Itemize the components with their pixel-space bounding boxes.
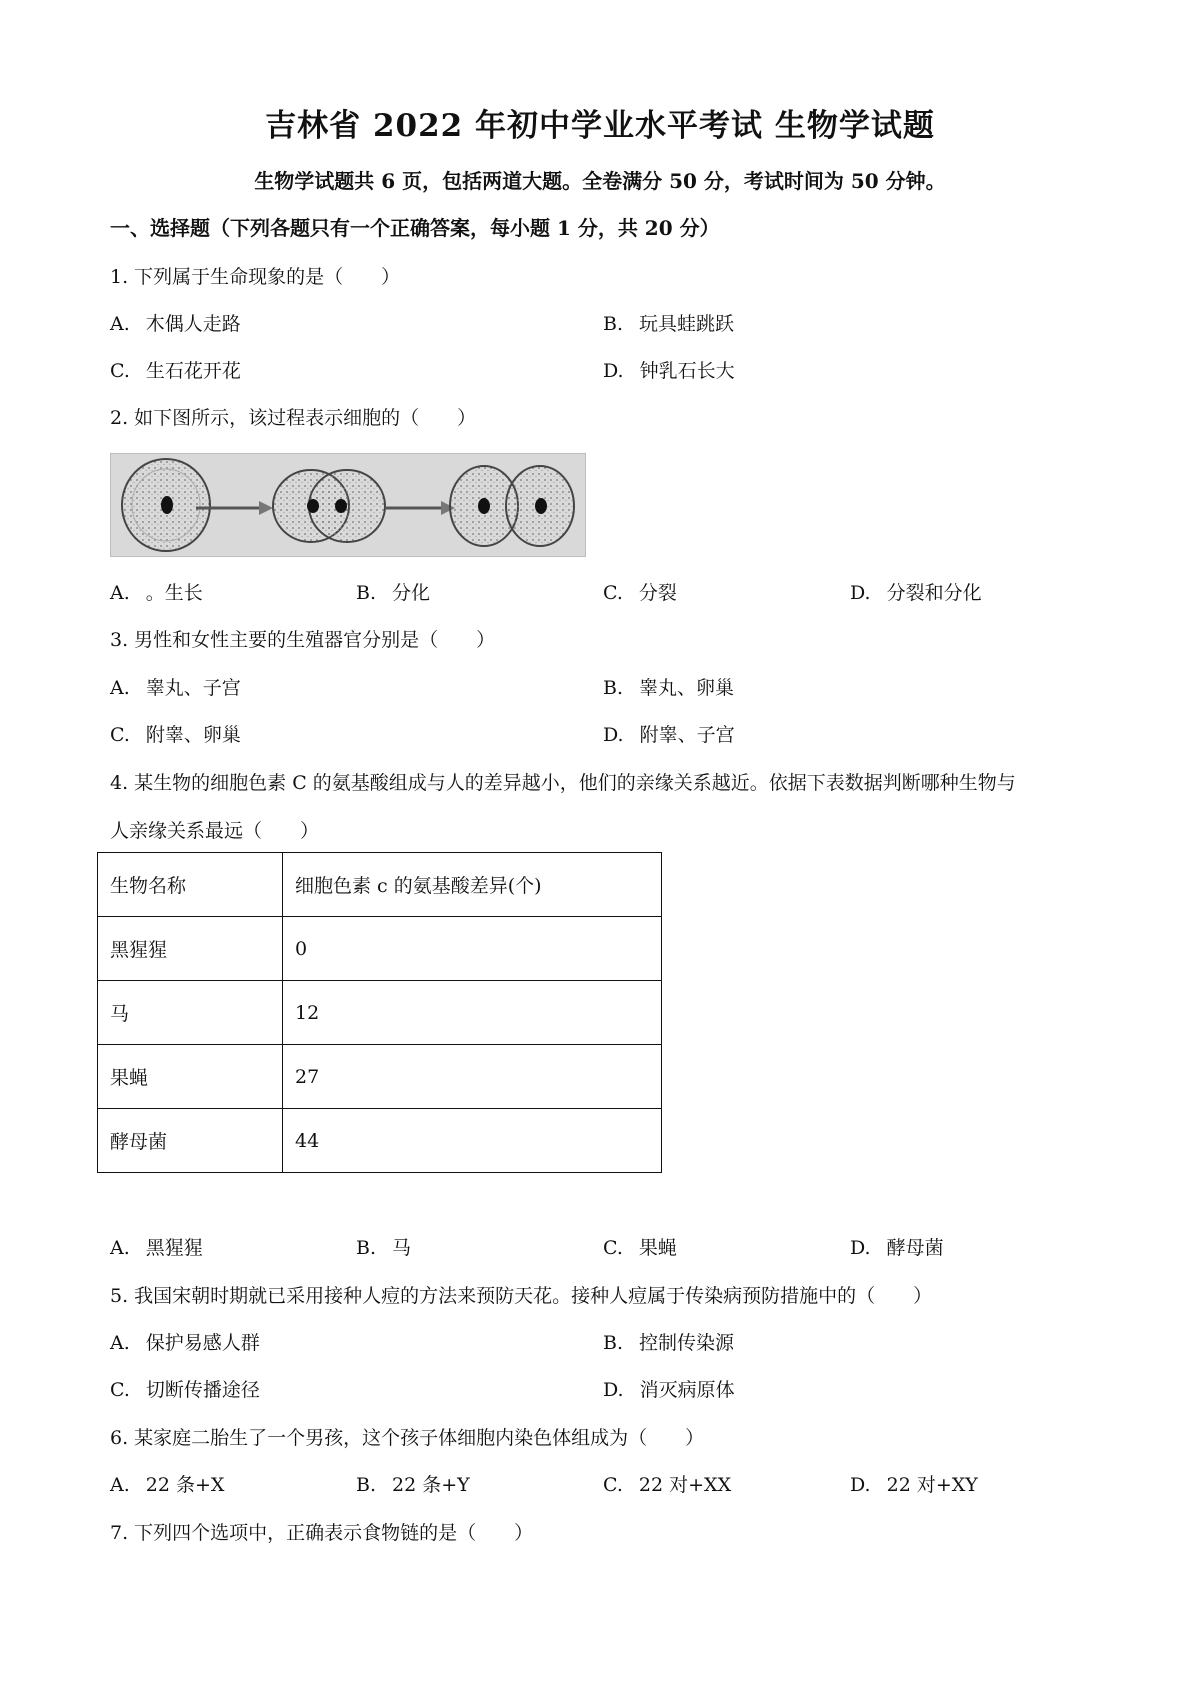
question-stem: 4. 某生物的细胞色素 C 的氨基酸组成与人的差异越小，他们的亲缘关系越近。依据下表数据判断哪种生物与 xyxy=(110,772,1016,794)
table-cell: 黑猩猩 xyxy=(98,917,283,981)
option-c xyxy=(110,356,241,383)
option-label: A. xyxy=(110,1237,130,1259)
option-label: A. xyxy=(110,1474,130,1496)
option-label: D. xyxy=(603,360,624,382)
option-d xyxy=(850,578,982,605)
option-label: D. xyxy=(603,724,624,746)
option-text: 马 xyxy=(392,1237,412,1259)
option-label: B. xyxy=(603,677,624,699)
option-a xyxy=(110,578,203,605)
option-text: 保护易感人群 xyxy=(145,1332,260,1354)
table-cell: 0 xyxy=(283,917,662,981)
table-cell: 酵母菌 xyxy=(98,1109,283,1173)
option-label: A. xyxy=(110,313,130,335)
option-label: A. xyxy=(110,677,130,699)
option-b xyxy=(603,309,734,336)
option-text: 切断传播途径 xyxy=(145,1379,260,1401)
option-text: 22 条+X xyxy=(145,1474,225,1496)
table-cell: 果蝇 xyxy=(98,1045,283,1109)
option-label: C. xyxy=(110,360,130,382)
table-row xyxy=(98,981,662,1045)
option-label: D. xyxy=(603,1379,624,1401)
option-c xyxy=(110,720,241,747)
table-header-cell: 细胞色素 c 的氨基酸差异(个) xyxy=(283,853,662,917)
option-c xyxy=(110,1375,260,1402)
option-text: 附睾、卵巢 xyxy=(145,724,241,746)
option-text: 附睾、子宫 xyxy=(639,724,735,746)
option-text: 睾丸、子宫 xyxy=(145,677,241,699)
option-label: C. xyxy=(110,724,130,746)
question-stem: 7. 下列四个选项中，正确表示食物链的是（ ） xyxy=(110,1522,534,1544)
option-b xyxy=(356,1233,411,1260)
option-label: D. xyxy=(850,1237,871,1259)
table-row xyxy=(98,917,662,981)
option-label: C. xyxy=(603,1237,623,1259)
option-label: A. xyxy=(110,582,130,604)
option-text: 酵母菌 xyxy=(886,1237,944,1259)
section-heading: 一、选择题（下列各题只有一个正确答案，每小题 1 分，共 20 分） xyxy=(110,216,720,240)
option-a xyxy=(110,1328,260,1355)
option-label: C. xyxy=(603,582,623,604)
option-text: 22 对+XY xyxy=(886,1474,978,1496)
option-b xyxy=(356,1470,470,1497)
option-label: B. xyxy=(356,1474,377,1496)
option-label: B. xyxy=(603,1332,624,1354)
table-cell: 44 xyxy=(283,1109,662,1173)
option-text: 分化 xyxy=(392,582,431,604)
option-text: 黑猩猩 xyxy=(145,1237,203,1259)
option-c xyxy=(603,1233,677,1260)
option-text: 生石花开花 xyxy=(145,360,241,382)
cell-division-illustration xyxy=(111,454,585,556)
option-label: D. xyxy=(850,1474,871,1496)
option-text: 22 条+Y xyxy=(392,1474,470,1496)
question-stem: 3. 男性和女性主要的生殖器官分别是（ ） xyxy=(110,629,496,651)
option-d xyxy=(850,1470,978,1497)
option-text: 。生长 xyxy=(145,582,203,604)
option-label: A. xyxy=(110,1332,130,1354)
table-cell: 马 xyxy=(98,981,283,1045)
table-header-cell: 生物名称 xyxy=(98,853,283,917)
cell-division-figure xyxy=(110,453,586,557)
option-text: 控制传染源 xyxy=(639,1332,735,1354)
option-d xyxy=(603,1375,735,1402)
option-b xyxy=(356,578,430,605)
option-label: B. xyxy=(356,1237,377,1259)
question-stem: 2. 如下图所示，该过程表示细胞的（ ） xyxy=(110,407,477,429)
option-c xyxy=(603,578,677,605)
table-cell: 27 xyxy=(283,1045,662,1109)
option-c xyxy=(603,1470,731,1497)
option-a xyxy=(110,1470,224,1497)
option-label: C. xyxy=(603,1474,623,1496)
table-row xyxy=(98,1045,662,1109)
option-label: D. xyxy=(850,582,871,604)
cytochrome-table xyxy=(97,852,662,1173)
option-text: 分裂和分化 xyxy=(886,582,982,604)
option-text: 消灭病原体 xyxy=(639,1379,735,1401)
option-text: 分裂 xyxy=(638,582,677,604)
option-a xyxy=(110,673,241,700)
question-stem: 6. 某家庭二胎生了一个男孩，这个孩子体细胞内染色体组成为（ ） xyxy=(110,1427,705,1449)
table-row xyxy=(98,1109,662,1173)
option-label: B. xyxy=(603,313,624,335)
option-d xyxy=(603,356,735,383)
option-b xyxy=(603,673,734,700)
option-text: 木偶人走路 xyxy=(145,313,241,335)
option-text: 睾丸、卵巢 xyxy=(639,677,735,699)
option-a xyxy=(110,1233,203,1260)
exam-instructions: 生物学试题共 6 页，包括两道大题。全卷满分 50 分，考试时间为 50 分钟。 xyxy=(254,169,946,193)
table-header-row xyxy=(98,853,662,917)
option-text: 果蝇 xyxy=(638,1237,677,1259)
option-label: C. xyxy=(110,1379,130,1401)
option-text: 玩具蛙跳跃 xyxy=(639,313,735,335)
option-a xyxy=(110,309,241,336)
question-stem: 1. 下列属于生命现象的是（ ） xyxy=(110,266,401,288)
option-b xyxy=(603,1328,734,1355)
option-label: B. xyxy=(356,582,377,604)
option-text: 钟乳石长大 xyxy=(639,360,735,382)
option-d xyxy=(603,720,735,747)
option-text: 22 对+XX xyxy=(638,1474,732,1496)
option-d xyxy=(850,1233,944,1260)
table-cell: 12 xyxy=(283,981,662,1045)
page-title: 吉林省 2022 年初中学业水平考试 生物学试题 xyxy=(265,108,935,144)
question-stem-continued: 人亲缘关系最远（ ） xyxy=(110,820,320,842)
question-stem: 5. 我国宋朝时期就已采用接种人痘的方法来预防天花。接种人痘属于传染病预防措施中的（ ） xyxy=(110,1285,933,1307)
